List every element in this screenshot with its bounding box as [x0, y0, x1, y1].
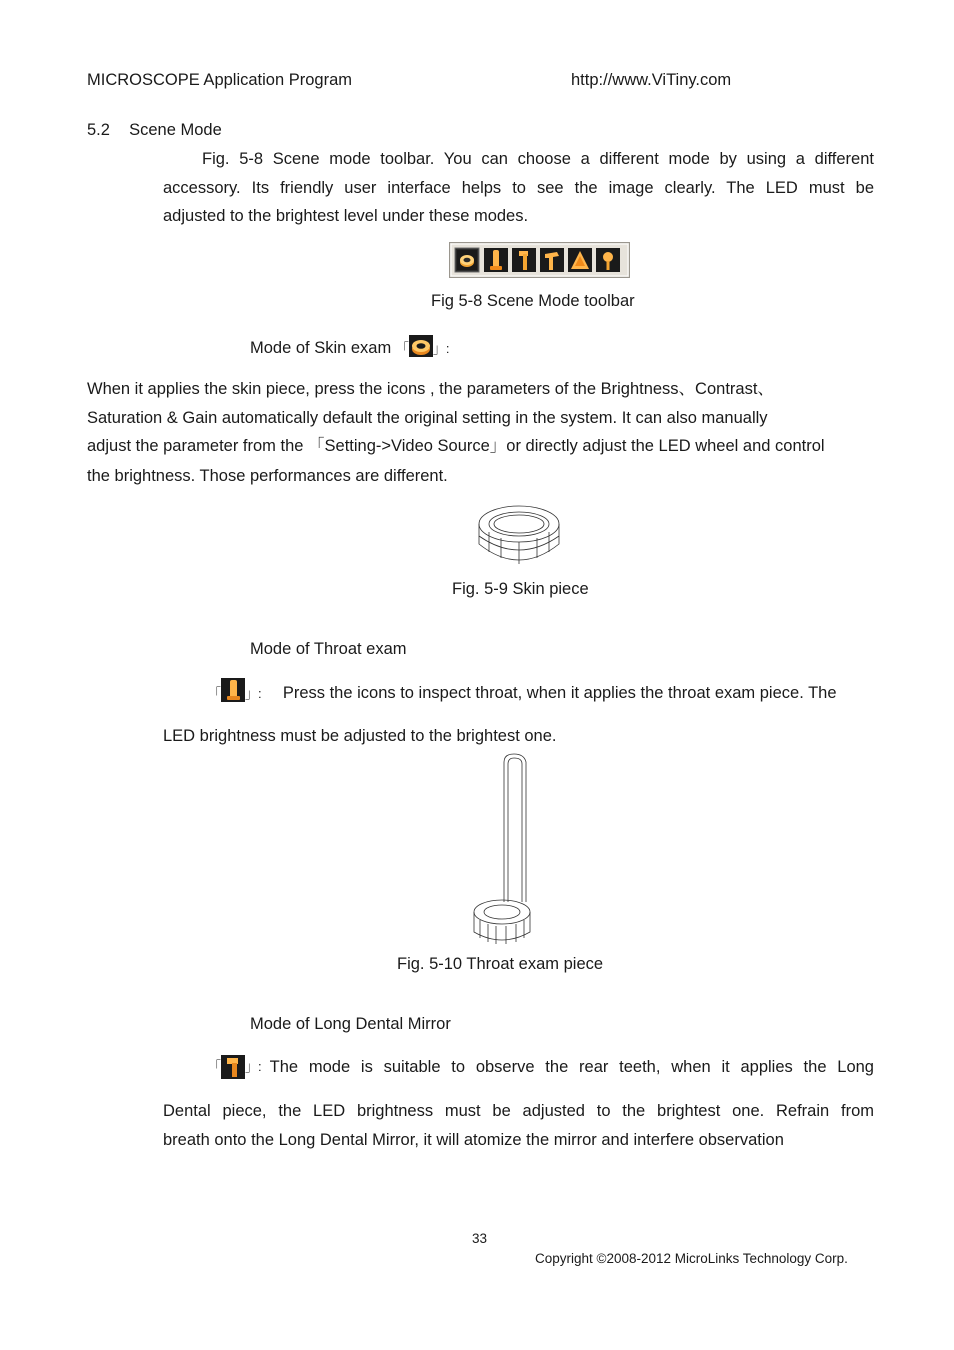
dental-line-1-row [208, 1053, 874, 1081]
dental-line-1: The mode is suitable to observe the rear teeth, when it applies the Long [269, 1058, 874, 1076]
long-dental-mirror-icon[interactable] [512, 248, 536, 272]
copyright: Copyright ©2008-2012 MicroLinks Technology Corp. [535, 1251, 848, 1266]
bracket-open: 「 [208, 686, 222, 701]
bracket-close: 」: [245, 686, 262, 701]
throat-line-1: Press the icons to inspect throat, when it applies the throat exam piece. The [282, 684, 837, 702]
bracket-close: 」: [245, 1059, 262, 1074]
throat-caption: Fig. 5-10 Throat exam piece [397, 955, 604, 973]
dental-line-3: breath onto the Long Dental Mirror, it will atomize the mirror and interfere observation [163, 1131, 784, 1149]
throat-heading: Mode of Throat exam [250, 640, 407, 658]
skin-line-3: adjust the parameter from the 「Setting->Video Source」or directly adjust the LED wheel and control [87, 437, 825, 455]
dental-heading: Mode of Long Dental Mirror [250, 1015, 451, 1033]
skin-exam-icon [409, 335, 433, 357]
section-heading [87, 116, 222, 144]
header-title: MICROSCOPE Application Program [87, 71, 353, 89]
section-title: Scene Mode [129, 121, 222, 139]
header-url[interactable]: http://www.ViTiny.com [571, 71, 732, 89]
intro-line-1: Fig. 5-8 Scene mode toolbar. You can choose a different mode by using a different [202, 150, 874, 168]
skin-caption: Fig. 5-9 Skin piece [452, 580, 589, 598]
skin-line-2: Saturation & Gain automatically default the original setting in the system. It can also manually [87, 409, 768, 427]
bracket-open: 「 [395, 341, 409, 356]
bracket-close: 」: [432, 341, 450, 356]
skin-line-1: When it applies the skin piece, press the icons , the parameters of the Brightness、Contrast、 [87, 380, 774, 398]
intro-line-3: adjusted to the brightest level under these modes. [163, 207, 529, 225]
short-dental-mirror-icon[interactable] [540, 248, 564, 272]
bulb-mode-icon[interactable] [596, 248, 620, 272]
throat-piece-illustration [470, 752, 536, 946]
skin-piece-illustration [475, 500, 563, 568]
skin-line-4: the brightness. Those performances are different. [87, 467, 448, 485]
dental-line-2: Dental piece, the LED brightness must be adjusted to the brightest one. Refrain from [163, 1102, 874, 1120]
bracket-open: 「 [208, 1059, 222, 1074]
throat-exam-icon [221, 678, 245, 702]
long-dental-mirror-icon [221, 1055, 245, 1079]
scene-mode-toolbar [449, 242, 630, 278]
throat-line-1-row [208, 678, 874, 708]
throat-line-2: LED brightness must be adjusted to the brightest one. [163, 727, 557, 745]
skin-heading [250, 334, 449, 363]
skin-exam-icon[interactable] [455, 248, 479, 272]
skin-heading-label: Mode of Skin exam [250, 339, 392, 357]
page-number: 33 [472, 1231, 488, 1246]
toolbar-caption: Fig 5-8 Scene Mode toolbar [431, 292, 635, 310]
triangle-mode-icon[interactable] [568, 248, 592, 272]
throat-exam-icon[interactable] [484, 248, 508, 272]
section-number: 5.2 [87, 121, 110, 139]
intro-line-2: accessory. Its friendly user interface helps to see the image clearly. The LED must be [163, 179, 874, 197]
